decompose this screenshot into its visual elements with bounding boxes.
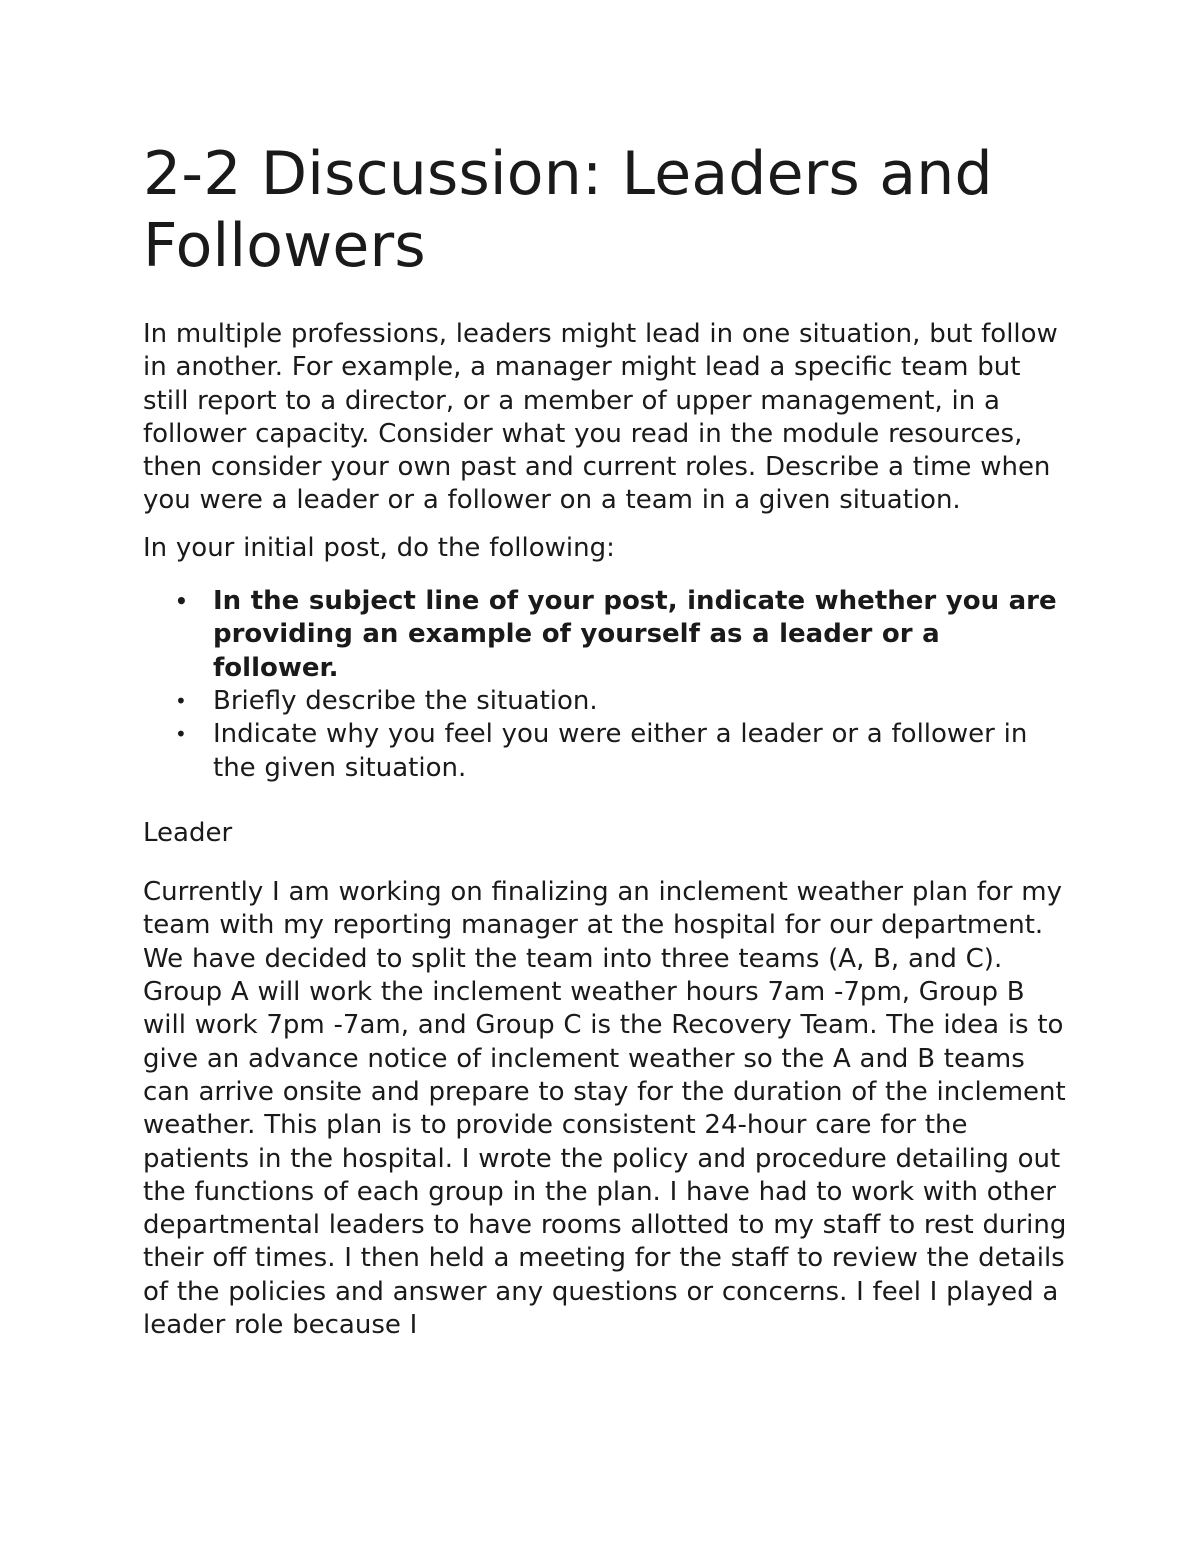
bullet-icon: • bbox=[175, 722, 187, 747]
list-item-text: Briefly describe the situation. bbox=[213, 685, 598, 716]
list-item-text: In the subject line of your post, indicate whether you are providing an example of yourself as a leader or a follower. bbox=[213, 586, 1057, 683]
bullet-icon: • bbox=[175, 589, 188, 614]
response-paragraph: Currently I am working on finalizing an inclement weather plan for my team with my reporting manager at the hospital for our department. We have decided to split the team into three teams (A, B, and C). Group A will work the inclement weather hours 7am -7pm, Group B will work 7pm -7am, and Group C is the Recovery Team. The idea is to give an advance notice of inclement weather so the A and B teams can arrive onsite and prepare to stay for the duration of the inclement weather. This plan is to provide consistent 24-hour care for the patients in the hospital. I wrote the policy and procedure detailing out the functions of each group in the plan. I have had to work with other departmental leaders to have rooms allotted to my staff to rest during their off times. I then held a meeting for the staff to review the details of the policies and answer any questions or concerns. I feel I played a leader role because I bbox=[143, 877, 1067, 1341]
requirements-list bbox=[143, 585, 1073, 785]
list-item bbox=[143, 718, 1073, 785]
list-item bbox=[143, 585, 1073, 685]
bullet-icon: • bbox=[175, 688, 187, 713]
intro-paragraph: In multiple professions, leaders might lead in one situation, but follow in another. For example, a manager might lead a specific team but still report to a director, or a member of upper management, in a follower capacity. Consider what you read in the module resources, then consider your own past and current roles. Describe a time when you were a leader or a follower on a team in a given situation. bbox=[143, 319, 1058, 516]
document-content bbox=[143, 138, 1073, 1342]
role-label: Leader bbox=[143, 817, 233, 848]
list-item bbox=[143, 685, 1073, 718]
list-item-text: Indicate why you feel you were either a leader or a follower in the given situation. bbox=[213, 719, 1028, 783]
prompt-paragraph: In your initial post, do the following: bbox=[143, 532, 615, 563]
page-title: 2-2 Discussion: Leaders and Followers bbox=[143, 139, 993, 281]
